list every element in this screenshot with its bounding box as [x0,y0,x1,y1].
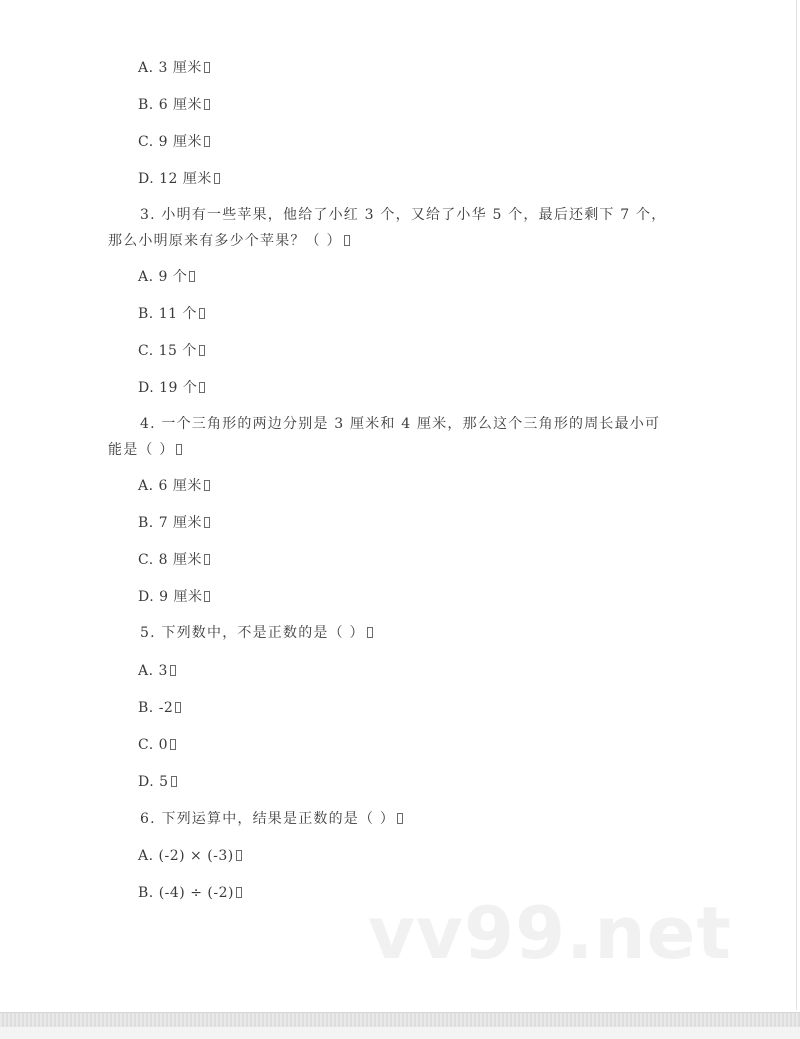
q2-option-c [138,132,210,152]
q5-option-b [138,698,181,718]
q3-option-d-text: D. 19 个 [138,380,198,396]
q4-stem-line2 [108,440,182,460]
paragraph-mark-icon [204,517,210,528]
q4-stem-line2-text: 能是（ ） [108,442,175,458]
q3-stem-line1-text: 3. 小明有一些苹果，他给了小红 3 个，又给了小华 5 个，最后还剩下 7 个， [140,207,667,223]
q3-option-c [138,341,205,361]
q2-option-b [138,95,210,115]
paragraph-mark-icon [367,627,373,638]
paragraph-mark-icon [214,173,220,184]
paragraph-mark-icon [397,813,403,824]
q3-stem-line1 [140,205,666,225]
paragraph-mark-icon [199,308,205,319]
paragraph-mark-icon [170,665,176,676]
paragraph-mark-icon [204,591,210,602]
q5-option-a [138,661,176,681]
q6-option-a [138,846,242,866]
paragraph-mark-icon [175,702,181,713]
q4-option-c-text: C. 8 厘米 [138,552,202,568]
paragraph-mark-icon [204,99,210,110]
paragraph-mark-icon [171,776,177,787]
q4-option-a-text: A. 6 厘米 [138,478,202,494]
paragraph-mark-icon [199,345,205,356]
q5-option-c [138,735,176,755]
q2-option-c-text: C. 9 厘米 [138,134,202,150]
q2-option-b-text: B. 6 厘米 [138,97,203,113]
q2-option-d-text: D. 12 厘米 [138,171,212,187]
q3-option-a-text: A. 9 个 [138,269,188,285]
q4-option-b [138,513,210,533]
q3-stem-line2 [108,231,350,251]
q2-option-d [138,169,220,189]
q5-option-d-text: D. 5 [138,774,169,790]
q6-option-b-text: B. (-4) ÷ (-2) [138,885,234,901]
paragraph-mark-icon [204,136,210,147]
q4-option-b-text: B. 7 厘米 [138,515,203,531]
paragraph-mark-icon [204,62,210,73]
q3-option-b [138,304,205,324]
q4-stem-line1-text: 4. 一个三角形的两边分别是 3 厘米和 4 厘米，那么这个三角形的周长最小可 [140,416,661,432]
paragraph-mark-icon [176,444,182,455]
q5-option-c-text: C. 0 [138,737,169,753]
q4-stem-line1 [140,414,660,434]
q4-option-c [138,550,210,570]
q3-option-b-text: B. 11 个 [138,306,197,322]
watermark: vv99.net [368,891,732,975]
q3-option-c-text: C. 15 个 [138,343,197,359]
q6-option-b [138,883,242,903]
paragraph-mark-icon [344,235,350,246]
q5-stem [140,623,373,643]
next-page-edge [0,1027,800,1039]
paragraph-mark-icon [170,739,176,750]
q3-stem-line2-text: 那么小明原来有多少个苹果？（ ） [108,233,342,249]
q5-option-d [138,772,177,792]
q6-stem-text: 6. 下列运算中，结果是正数的是（ ） [140,811,396,827]
paragraph-mark-icon [236,850,242,861]
q3-option-d [138,378,205,398]
paragraph-mark-icon [199,382,205,393]
q2-option-a-text: A. 3 厘米 [138,60,202,76]
paragraph-mark-icon [189,271,195,282]
paragraph-mark-icon [204,554,210,565]
q4-option-d [138,587,210,607]
q5-option-a-text: A. 3 [138,663,168,679]
q2-option-a [138,58,210,78]
paragraph-mark-icon [236,887,242,898]
q5-stem-text: 5. 下列数中，不是正数的是（ ） [140,625,365,641]
q4-option-a [138,476,210,496]
q6-stem [140,809,403,829]
q5-option-b-text: B. -2 [138,700,174,716]
page-separator [0,1012,800,1028]
paragraph-mark-icon [204,480,210,491]
q6-option-a-text: A. (-2) × (-3) [138,848,234,864]
q4-option-d-text: D. 9 厘米 [138,589,203,605]
q3-option-a [138,267,195,287]
